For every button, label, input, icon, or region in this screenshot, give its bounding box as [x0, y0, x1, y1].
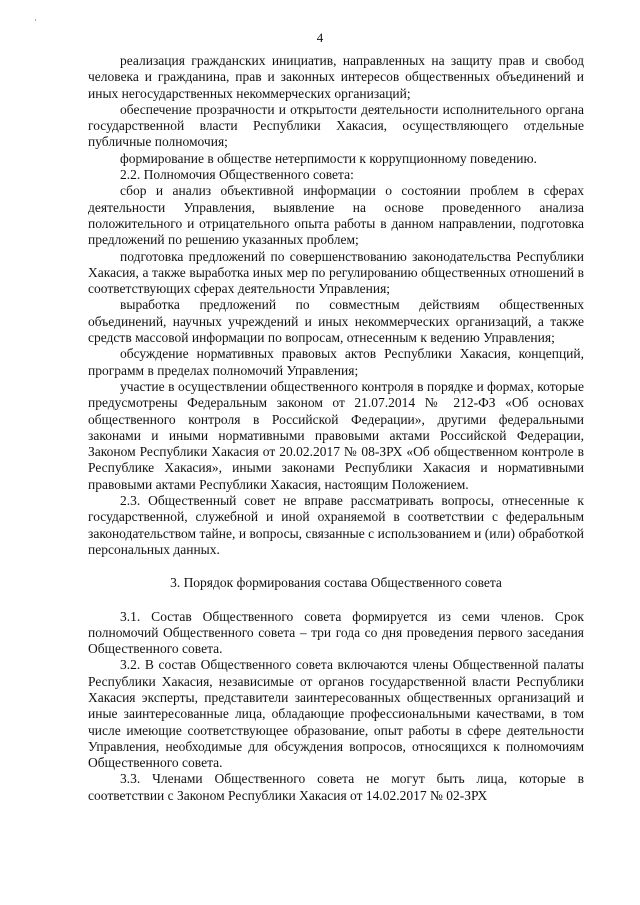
paragraph: участие в осуществлении общественного контроля в порядке и формах, которые предусмотрены Федеральным законом от 21.07.2014 № 212-ФЗ «Об основах общественного контроля в Российской Федерации», другими федеральными законами и иными нормативными правовыми актами Российской Федерации, Законом Республики Хакасия от 20.02.2017 № 08-ЗРХ «Об общественном контроле в Республике Хакасия», иными законами Республики Хакасия и нормативными правовыми актами Республики Хакасия, настоящим Положением. [88, 378, 584, 492]
paragraph: 3.1. Состав Общественного совета формируется из семи членов. Срок полномочий Общественного совета – три года со дня проведения первого заседания Общественного совета. [88, 608, 584, 657]
paragraph: выработка предложений по совместным действиям общественных объединений, научных учреждений и иных некоммерческих организаций, а также средств массовой информации по вопросам, отнесенным к ведению Управления; [88, 297, 584, 346]
paragraph: подготовка предложений по совершенствованию законодательства Республики Хакасия, а также выработка иных мер по регулированию общественных отношений в соответствующих сферах деятельности Управления; [88, 248, 584, 297]
paragraph: 3.3. Членами Общественного совета не могут быть лица, которые в соответствии с Законом Республики Хакасия от 14.02.2017 № 02-ЗРХ [88, 771, 584, 803]
page-number: 4 [316, 30, 324, 45]
paragraph: 2.3. Общественный совет не вправе рассматривать вопросы, отнесенные к государственной, служебной и иной охраняемой в соответствии с федеральным законодательством тайне, и вопросы, связанные с использованием и (или) обработкой персональных данных. [88, 493, 584, 557]
paragraph: 2.2. Полномочия Общественного совета: [120, 167, 354, 183]
paragraph: реализация гражданских инициатив, направленных на защиту прав и свобод человека и гражданина, прав и законных интересов общественных объединений и иных негосударственных некоммерческих организаций; [88, 53, 584, 101]
paragraph: обеспечение прозрачности и открытости деятельности исполнительного органа государственной власти Республики Хакасия, осуществляющего отдельные публичные полномочия; [88, 101, 584, 150]
paragraph: 3.2. В состав Общественного совета включаются члены Общественной палаты Республики Хакасия, независимые от органов государственной власти Республики Хакасия эксперты, представители заинтересованных общественных организаций и иные заинтересованные лица, обладающие профессиональными качествами, в том числе имеющие соответствующее образование, опыт работы в сфере деятельности Управления, необходимые для обсуждения вопросов, относящихся к полномочиям Общественного совета. [88, 657, 584, 771]
document-body [88, 53, 584, 804]
paragraph: формирование в обществе нетерпимости к коррупционному поведению. [120, 150, 537, 166]
section-heading: 3. Порядок формирования состава Общественного совета [170, 575, 502, 591]
corner-mark: · [34, 15, 37, 25]
paragraph: сбор и анализ объективной информации о состоянии проблем в сферах деятельности Управления, выявление на основе проведенного анализа положительного и отрицательного опыта работы в данном направлении, подготовка предложений по решению указанных проблем; [88, 183, 584, 248]
paragraph: обсуждение нормативных правовых актов Республики Хакасия, концепций, программ в пределах полномочий Управления; [88, 346, 584, 378]
